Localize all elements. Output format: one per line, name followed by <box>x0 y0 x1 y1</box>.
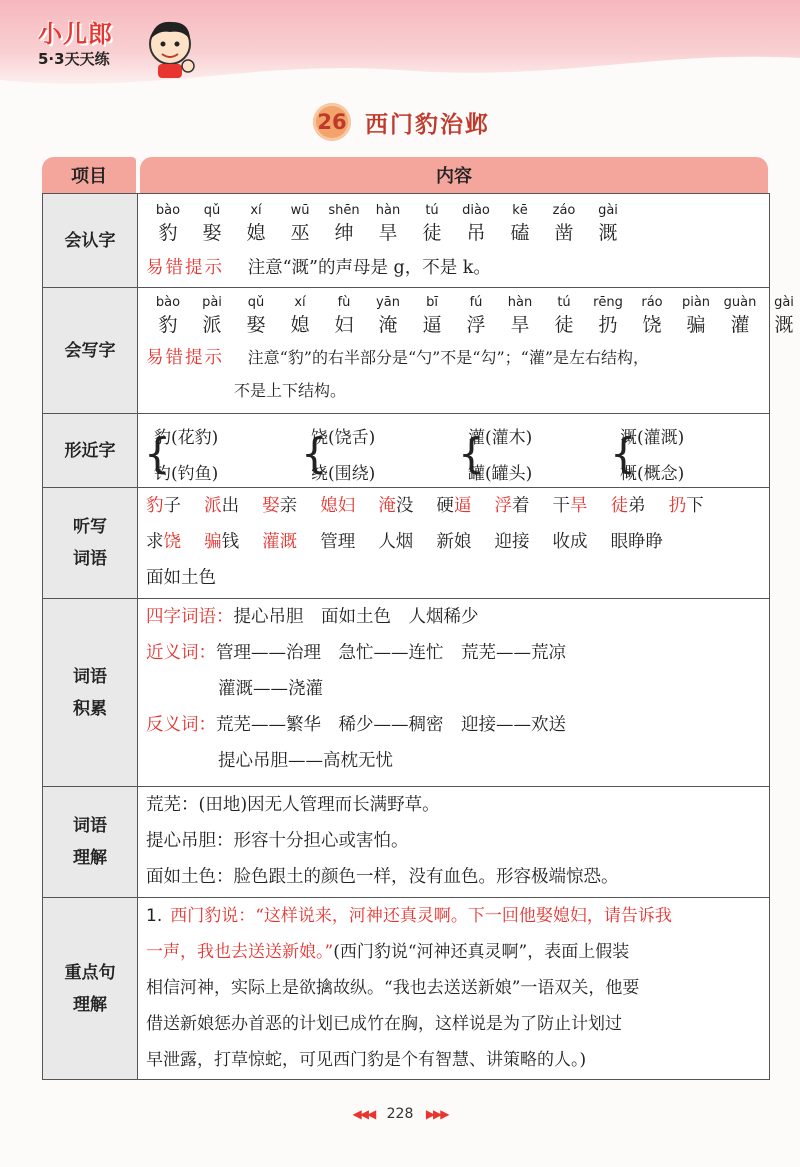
row-content <box>138 599 769 786</box>
similar-group <box>610 420 750 484</box>
tip-label: 易错提示 <box>146 348 224 368</box>
similar-char: 绕(围绕) <box>311 464 376 484</box>
row-dictation <box>43 488 769 599</box>
pinyin: fú <box>469 295 483 310</box>
key-line-1 <box>146 898 759 934</box>
lesson-name: 西门豹治邺 <box>365 110 490 138</box>
lesson-number: 26 <box>313 103 351 141</box>
word: 干 <box>552 496 571 516</box>
label-line: 重点句 <box>64 962 116 983</box>
similar-char: 溉(灌溉) <box>620 428 685 448</box>
word: 新娘 <box>436 532 472 552</box>
synonym-label: 近义词： <box>146 643 216 663</box>
tip-text-cont: 不是上下结构。 <box>234 381 347 400</box>
label-line: 词语 <box>73 816 107 836</box>
brand-logo <box>30 14 180 74</box>
pinyin: qǔ <box>203 203 221 218</box>
pinyin: gài <box>598 203 618 218</box>
dictation-line-2 <box>146 524 759 560</box>
word-red: 旱 <box>570 496 588 516</box>
pinyin: bī <box>426 295 438 310</box>
study-table <box>42 193 794 1080</box>
word-red: 派 <box>204 496 222 516</box>
antonym-line <box>146 707 759 743</box>
hanzi: 凿 <box>554 222 574 244</box>
word: 下 <box>686 496 704 516</box>
similar-char: 罐(罐头) <box>468 464 533 484</box>
pinyin: shēn <box>328 203 360 218</box>
row-label <box>43 787 138 897</box>
pinyin: diào <box>462 203 490 218</box>
left-arrows-icon: ◀◀◀ <box>352 1107 375 1121</box>
row-label <box>43 488 138 598</box>
similar-group <box>458 420 610 484</box>
label-line: 理解 <box>73 848 107 868</box>
row-label <box>43 898 138 1079</box>
synonym-line <box>146 635 759 671</box>
word-red: 骗 <box>204 532 222 552</box>
label-line: 听写 <box>73 517 107 537</box>
similar-char: 灌(灌木) <box>468 428 533 448</box>
hanzi: 淹 <box>378 314 398 336</box>
hanzi: 徒 <box>554 314 574 336</box>
hanzi: 媳 <box>290 314 310 336</box>
row-label: 会写字 <box>43 288 138 413</box>
hanzi: 媳 <box>246 222 266 244</box>
series-name: 5·3天天练 <box>38 50 110 68</box>
tip-line <box>146 250 759 286</box>
brace-icon: { <box>610 429 637 478</box>
key-line-2 <box>146 934 759 970</box>
pinyin: gài <box>774 295 794 310</box>
explanation: (西门豹说“河神还真灵啊”，表面上假装 <box>333 942 630 962</box>
pinyin: qǔ <box>247 295 265 310</box>
four-char-label: 四字词语： <box>146 607 234 627</box>
label-line: 积累 <box>73 698 107 719</box>
pinyin-line <box>146 294 800 312</box>
pinyin-line <box>146 202 759 220</box>
word-red: 娶 <box>262 496 280 516</box>
hanzi: 饶 <box>642 314 662 336</box>
row-accumulate <box>43 599 769 787</box>
hanzi: 豹 <box>158 222 178 244</box>
hanzi: 旱 <box>378 222 398 244</box>
four-char-line <box>146 599 759 635</box>
hanzi: 吊 <box>466 222 486 244</box>
definition-line: 提心吊胆：形容十分担心或害怕。 <box>146 831 409 851</box>
lesson-title <box>313 104 490 140</box>
row-content <box>138 488 769 598</box>
tip-text: 注意“豹”的右半部分是“勺”不是“勾”；“灌”是左右结构， <box>247 348 650 367</box>
word-red: 逼 <box>453 496 472 516</box>
word: 管理 <box>320 532 356 552</box>
hanzi: 徒 <box>422 222 442 244</box>
page-footer <box>0 1106 800 1122</box>
pinyin: hàn <box>375 203 401 218</box>
right-arrows-icon: ▶▶▶ <box>425 1107 448 1121</box>
word: 没 <box>395 496 414 516</box>
row-content <box>138 194 769 287</box>
similar-group <box>144 420 301 484</box>
row-label <box>43 599 138 786</box>
word-red: 豹 <box>146 496 164 516</box>
pinyin: xí <box>294 295 306 310</box>
pinyin: fù <box>337 295 351 310</box>
brand-name: 小儿郎 <box>38 20 113 48</box>
hanzi: 灌 <box>730 314 750 336</box>
mascot-icon <box>140 16 200 80</box>
tip-line <box>146 340 800 376</box>
antonym-words: 荒芜——繁华 稀少——稠密 迎接——欢送 <box>216 715 566 735</box>
hanzi: 骗 <box>686 314 706 336</box>
char-line <box>146 312 800 338</box>
synonym-line-2: 灌溉——浇灌 <box>218 679 323 699</box>
word: 出 <box>221 496 240 516</box>
word: 收成 <box>552 532 588 552</box>
word: 着 <box>511 496 530 516</box>
row-content <box>138 898 769 1079</box>
row-write <box>43 288 794 414</box>
row-similar <box>43 414 769 488</box>
hanzi: 豹 <box>158 314 178 336</box>
word: 迎接 <box>494 532 530 552</box>
word-red: 灌溉 <box>262 532 298 552</box>
pinyin: bào <box>155 295 181 310</box>
dictation-line-3: 面如土色 <box>146 568 216 588</box>
quote-red: 西门豹说：“这样说来，河神还真灵啊。下一回他娶媳妇，请告诉我 <box>170 906 672 926</box>
hanzi: 派 <box>202 314 222 336</box>
hanzi: 溉 <box>598 222 618 244</box>
definition-line: 荒芜：(田地)因无人管理而长满野草。 <box>146 795 440 815</box>
tip-text: 注意“溉”的声母是 g，不是 k。 <box>247 258 491 278</box>
pinyin: wū <box>290 203 310 218</box>
brace-icon: { <box>458 429 485 478</box>
word-red: 扔 <box>668 496 687 516</box>
word-red: 媳妇 <box>320 496 356 516</box>
hanzi: 旱 <box>510 314 530 336</box>
word: 亲 <box>279 496 298 516</box>
word: 子 <box>163 496 181 516</box>
word: 钱 <box>221 532 240 552</box>
similar-char: 饶(饶舌) <box>311 428 376 448</box>
key-line-5: 早泄露，打草惊蛇，可见西门豹是个有智慧、讲策略的人。) <box>146 1050 587 1070</box>
hanzi: 妇 <box>334 314 354 336</box>
similar-group <box>301 420 458 484</box>
pinyin: yān <box>376 295 400 310</box>
synonym-words: 管理——治理 急忙——连忙 荒芜——荒凉 <box>216 643 566 663</box>
row-content <box>138 787 769 897</box>
pinyin: guàn <box>723 295 757 310</box>
pinyin: pài <box>202 295 222 310</box>
word: 硬 <box>436 496 454 516</box>
char-line <box>146 220 759 246</box>
column-header-item: 项目 <box>42 157 136 193</box>
label-line: 理解 <box>73 994 107 1015</box>
row-content <box>138 414 769 487</box>
word: 眼睁睁 <box>610 532 664 552</box>
quote-red: 一声，我也去送送新娘。” <box>146 942 334 962</box>
pinyin: záo <box>552 203 576 218</box>
brace-icon: { <box>144 429 171 478</box>
word: 求 <box>146 532 164 552</box>
pinyin: hàn <box>507 295 533 310</box>
column-header-content: 内容 <box>140 157 768 193</box>
hanzi: 巫 <box>290 222 310 244</box>
hanzi: 绅 <box>334 222 354 244</box>
row-understand <box>43 787 769 898</box>
label-line: 词语 <box>73 666 107 687</box>
word-red: 浮 <box>494 496 512 516</box>
word: 弟 <box>628 496 646 516</box>
four-char-words: 提心吊胆 面如土色 人烟稀少 <box>233 607 479 627</box>
hanzi: 浮 <box>466 314 486 336</box>
row-label: 会认字 <box>43 194 138 287</box>
row-label: 形近字 <box>43 414 138 487</box>
word-red: 饶 <box>163 532 181 552</box>
similar-char: 概(概念) <box>620 464 685 484</box>
row-key-sentence <box>43 898 769 1079</box>
hanzi: 逼 <box>422 314 442 336</box>
label-line: 词语 <box>73 549 107 569</box>
pinyin: piàn <box>681 295 711 310</box>
hanzi: 娶 <box>246 314 266 336</box>
hanzi: 磕 <box>510 222 530 244</box>
key-line-4: 借送新娘惩办首恶的计划已成竹在胸，这样说是为了防止计划过 <box>146 1014 622 1034</box>
word-red: 淹 <box>378 496 396 516</box>
pinyin: kē <box>512 203 528 218</box>
pinyin: tú <box>557 295 571 310</box>
word-red: 徒 <box>610 496 629 516</box>
hanzi: 扔 <box>598 314 618 336</box>
pinyin: bào <box>155 203 181 218</box>
hanzi: 娶 <box>202 222 222 244</box>
dictation-line-1 <box>146 488 759 524</box>
definition-line: 面如土色：脸色跟土的颜色一样，没有血色。形容极端惊恐。 <box>146 867 619 887</box>
similar-char: 钓(钓鱼) <box>154 464 219 484</box>
row-recognize <box>43 194 769 288</box>
page-number: 228 <box>386 1106 414 1122</box>
pinyin: tú <box>425 203 439 218</box>
antonym-line-2: 提心吊胆——高枕无忧 <box>218 751 393 771</box>
row-content <box>138 288 800 413</box>
pinyin: rēng <box>593 295 623 310</box>
brace-icon: { <box>301 429 328 478</box>
similar-char: 豹(花豹) <box>154 428 219 448</box>
key-line-3: 相信河神，实际上是欲擒故纵。“我也去送送新娘”一语双关，他要 <box>146 978 640 998</box>
antonym-label: 反义词： <box>146 715 216 735</box>
pinyin: ráo <box>641 295 663 310</box>
hanzi: 溉 <box>774 314 794 336</box>
item-number: 1. <box>146 906 163 926</box>
pinyin: xí <box>250 203 262 218</box>
tip-label: 易错提示 <box>146 258 224 278</box>
word: 人烟 <box>378 532 414 552</box>
